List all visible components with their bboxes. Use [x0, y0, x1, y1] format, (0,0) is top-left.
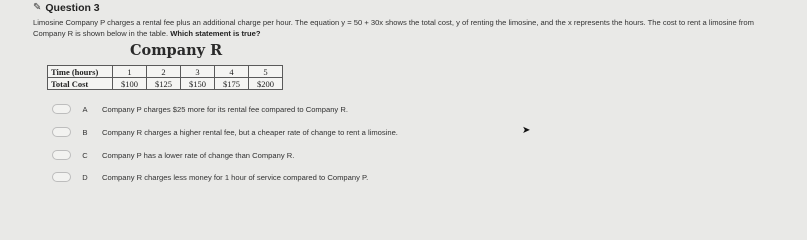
- choice-letter: A: [82, 104, 88, 114]
- question-prompt: [33, 18, 803, 39]
- hours-cell: 2: [147, 66, 181, 78]
- company-r-table: [47, 65, 283, 90]
- cost-cell: $200: [249, 78, 283, 90]
- choice-d[interactable]: [52, 170, 368, 184]
- choice-text[interactable]: Company R charges less money for 1 hour of service compared to Company P.: [102, 172, 369, 182]
- table-row-cost: [48, 78, 283, 90]
- row-label-cost: Total Cost: [48, 78, 113, 90]
- cost-cell: $175: [215, 78, 249, 90]
- prompt-question: Which statement is true?: [170, 28, 261, 38]
- choice-a[interactable]: [52, 102, 348, 116]
- prompt-line-2: [33, 29, 803, 40]
- choice-text[interactable]: Company R charges a higher rental fee, but a cheaper rate of change to rent a limosine.: [102, 127, 398, 137]
- cost-cell: $150: [181, 78, 215, 90]
- choice-text[interactable]: Company P charges $25 more for its rental fee compared to Company R.: [102, 104, 348, 114]
- table-title: Company R: [130, 42, 223, 59]
- choice-b[interactable]: [52, 125, 398, 139]
- pencil-icon: ✎: [33, 2, 42, 13]
- question-header: [33, 2, 100, 14]
- radio-button[interactable]: [52, 127, 71, 137]
- choice-c[interactable]: [52, 148, 294, 162]
- radio-button[interactable]: [52, 172, 71, 182]
- radio-button[interactable]: [52, 104, 71, 114]
- hours-cell: 3: [181, 66, 215, 78]
- table-row-hours: [48, 66, 283, 78]
- choice-letter: B: [82, 127, 88, 137]
- prompt-line-1: Limosine Company P charges a rental fee plus an additional charge per hour. The equation y = 50 + 30x shows the total cost, y of renting the limosine, and the x represents the hours. The cost to rent a limosine from: [33, 18, 754, 27]
- choice-letter: C: [82, 150, 88, 160]
- hours-cell: 1: [113, 66, 147, 78]
- row-label-hours: Time (hours): [48, 66, 113, 78]
- prompt-line-2-text: Company R is shown below in the table.: [33, 28, 171, 38]
- hours-cell: 5: [249, 66, 283, 78]
- mouse-cursor-icon: ➤: [522, 125, 531, 136]
- choice-text[interactable]: Company P has a lower rate of change than Company R.: [102, 150, 295, 160]
- choice-letter: D: [82, 172, 88, 182]
- cost-cell: $125: [147, 78, 181, 90]
- radio-button[interactable]: [52, 150, 71, 160]
- cost-cell: $100: [113, 78, 147, 90]
- question-heading: Question 3: [45, 2, 100, 14]
- hours-cell: 4: [215, 66, 249, 78]
